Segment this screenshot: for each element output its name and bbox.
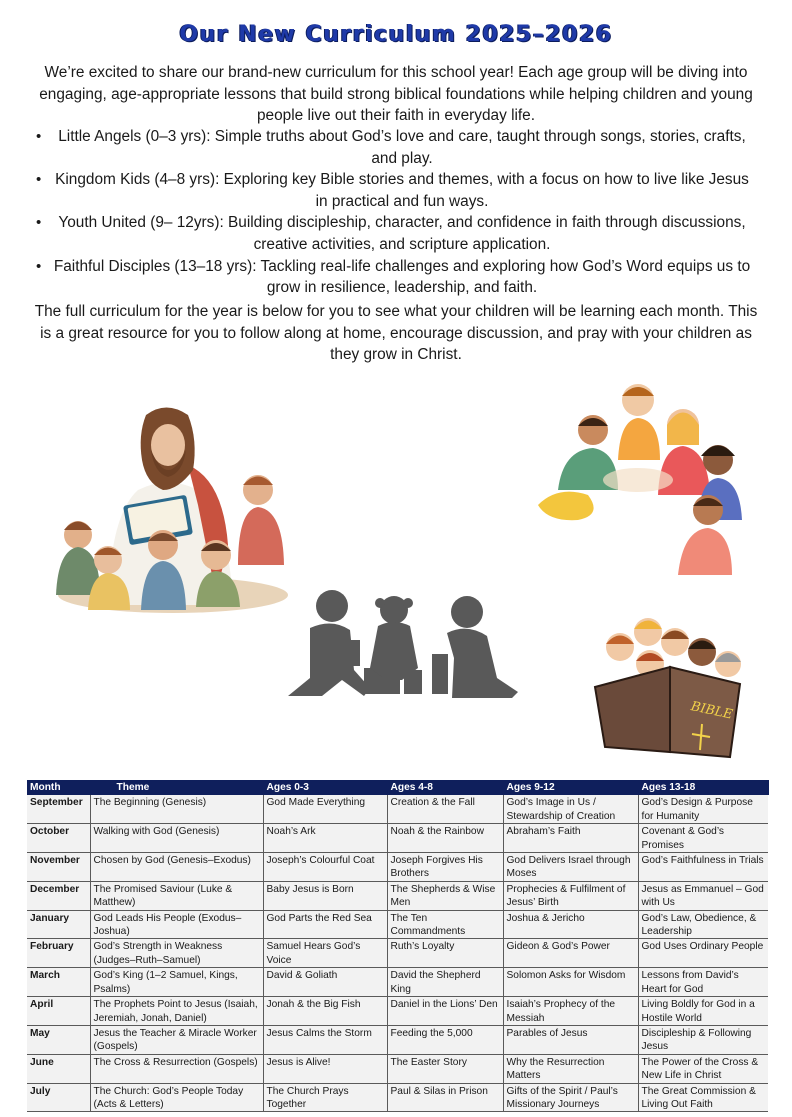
table-row [27, 910, 768, 939]
month-cell: October [27, 824, 90, 853]
ages-0-3-cell: Jesus Calms the Storm [263, 1025, 387, 1054]
table-row [27, 968, 768, 997]
ages-0-3-cell: Noah’s Ark [263, 824, 387, 853]
ages-9-12-cell: Isaiah’s Prophecy of the Messiah [503, 997, 638, 1026]
jesus-reading-illustration [38, 395, 298, 620]
theme-cell: God’s King (1–2 Samuel, Kings, Psalms) [90, 968, 263, 997]
ages-13-18-cell: Lessons from David’s Heart for God [638, 968, 768, 997]
table-row [27, 824, 768, 853]
bible-cover-label: BIBLE [689, 699, 734, 723]
theme-cell: Chosen by God (Genesis–Exodus) [90, 853, 263, 882]
ages-4-8-cell: Creation & the Fall [387, 795, 503, 823]
ages-9-12-cell: Gideon & God’s Power [503, 939, 638, 968]
ages-9-12-cell: God Delivers Israel through Moses [503, 853, 638, 882]
column-header: Month [27, 780, 90, 795]
theme-cell: God’s Strength in Weakness (Judges–Ruth–Samuel) [90, 939, 263, 968]
month-cell: January [27, 910, 90, 939]
table-row [27, 1025, 768, 1054]
column-header: Ages 9-12 [503, 780, 638, 795]
ages-13-18-cell: God Uses Ordinary People [638, 939, 768, 968]
table-row [27, 1054, 768, 1083]
ages-4-8-cell: The Shepherds & Wise Men [387, 881, 503, 910]
ages-0-3-cell: Baby Jesus is Born [263, 881, 387, 910]
month-cell: February [27, 939, 90, 968]
table-row [27, 939, 768, 968]
month-cell: April [27, 997, 90, 1026]
ages-0-3-cell: Joseph’s Colourful Coat [263, 853, 387, 882]
ages-9-12-cell: Why the Resurrection Matters [503, 1054, 638, 1083]
age-group-list [28, 126, 764, 299]
ages-0-3-cell: God Made Everything [263, 795, 387, 823]
ages-13-18-cell: The Great Commission & Living Out Faith [638, 1083, 768, 1112]
theme-cell: The Cross & Resurrection (Gospels) [90, 1054, 263, 1083]
age-group-item: • Youth United (9– 12yrs): Building discipleship, character, and confidence in faith through discussions, creative activities, and scripture application. [28, 212, 764, 255]
column-header: Ages 0-3 [263, 780, 387, 795]
table-header-row [27, 780, 768, 795]
ages-4-8-cell: Daniel in the Lions’ Den [387, 997, 503, 1026]
ages-13-18-cell: God’s Faithfulness in Trials [638, 853, 768, 882]
intro-paragraph: We’re excited to share our brand-new curriculum for this school year! Each age group will be diving into engaging, age-appropriate lessons that build strong biblical foundations while helping children and young people live out their faith in everyday life. [39, 64, 753, 125]
ages-13-18-cell: God’s Law, Obedience, & Leadership [638, 910, 768, 939]
ages-0-3-cell: Jonah & the Big Fish [263, 997, 387, 1026]
age-group-item: • Kingdom Kids (4–8 yrs): Exploring key Bible stories and themes, with a focus on how to live like Jesus in practical and fun ways. [28, 169, 764, 212]
outro-paragraph: The full curriculum for the year is below for you to see what your children will be learning each month. This is a great resource for you to follow along at home, encourage discussion, and pray with your children as they grow in Christ. [34, 303, 758, 364]
ages-9-12-cell: Gifts of the Spirit / Paul’s Missionary Journeys [503, 1083, 638, 1112]
month-cell: November [27, 853, 90, 882]
ages-4-8-cell: Paul & Silas in Prison [387, 1083, 503, 1112]
theme-cell: Walking with God (Genesis) [90, 824, 263, 853]
ages-4-8-cell: Joseph Forgives His Brothers [387, 853, 503, 882]
ages-4-8-cell: Feeding the 5,000 [387, 1025, 503, 1054]
theme-cell: The Beginning (Genesis) [90, 795, 263, 823]
ages-4-8-cell: Noah & the Rainbow [387, 824, 503, 853]
table-row [27, 1083, 768, 1112]
column-header: Ages 13-18 [638, 780, 768, 795]
theme-cell: Jesus the Teacher & Miracle Worker (Gospels) [90, 1025, 263, 1054]
ages-0-3-cell: The Church Prays Together [263, 1083, 387, 1112]
age-group-item: • Little Angels (0–3 yrs): Simple truths about God’s love and care, taught through songs, stories, crafts, and play. [28, 126, 764, 169]
ages-9-12-cell: Prophecies & Fulfilment of Jesus’ Birth [503, 881, 638, 910]
theme-cell: The Promised Saviour (Luke & Matthew) [90, 881, 263, 910]
month-cell: May [27, 1025, 90, 1054]
table-row [27, 853, 768, 882]
month-cell: July [27, 1083, 90, 1112]
curriculum-table [27, 780, 769, 1112]
ages-4-8-cell: The Easter Story [387, 1054, 503, 1083]
ages-0-3-cell: God Parts the Red Sea [263, 910, 387, 939]
ages-13-18-cell: God’s Design & Purpose for Humanity [638, 795, 768, 823]
ages-9-12-cell: Solomon Asks for Wisdom [503, 968, 638, 997]
month-cell: June [27, 1054, 90, 1083]
ages-13-18-cell: Living Boldly for God in a Hostile World [638, 997, 768, 1026]
column-header: Ages 4-8 [387, 780, 503, 795]
month-cell: December [27, 881, 90, 910]
bible-reading-illustration [590, 612, 750, 760]
ages-13-18-cell: Covenant & God’s Promises [638, 824, 768, 853]
table-row [27, 795, 768, 823]
theme-cell: The Church: God’s People Today (Acts & Letters) [90, 1083, 263, 1112]
theme-cell: The Prophets Point to Jesus (Isaiah, Jeremiah, Jonah, Daniel) [90, 997, 263, 1026]
age-group-item: • Faithful Disciples (13–18 yrs): Tackling real-life challenges and exploring how God’s Word equips us to grow in resilience, leadership, and faith. [28, 256, 764, 299]
table-row [27, 881, 768, 910]
table-row [27, 997, 768, 1026]
month-cell: March [27, 968, 90, 997]
ages-9-12-cell: Parables of Jesus [503, 1025, 638, 1054]
ages-13-18-cell: Discipleship & Following Jesus [638, 1025, 768, 1054]
column-header: Theme [90, 780, 263, 795]
ages-4-8-cell: David the Shepherd King [387, 968, 503, 997]
ages-0-3-cell: David & Goliath [263, 968, 387, 997]
ages-13-18-cell: The Power of the Cross & New Life in Christ [638, 1054, 768, 1083]
ages-13-18-cell: Jesus as Emmanuel – God with Us [638, 881, 768, 910]
page-title: Our New Curriculum 2025–2026 [179, 22, 613, 47]
ages-0-3-cell: Samuel Hears God’s Voice [263, 939, 387, 968]
children-blocks-silhouette [282, 588, 522, 700]
ages-0-3-cell: Jesus is Alive! [263, 1054, 387, 1083]
ages-9-12-cell: God’s Image in Us / Stewardship of Creation [503, 795, 638, 823]
ages-9-12-cell: Joshua & Jericho [503, 910, 638, 939]
ages-9-12-cell: Abraham’s Faith [503, 824, 638, 853]
children-circle-illustration [518, 370, 758, 580]
ages-4-8-cell: Ruth’s Loyalty [387, 939, 503, 968]
theme-cell: God Leads His People (Exodus–Joshua) [90, 910, 263, 939]
month-cell: September [27, 795, 90, 823]
ages-4-8-cell: The Ten Commandments [387, 910, 503, 939]
